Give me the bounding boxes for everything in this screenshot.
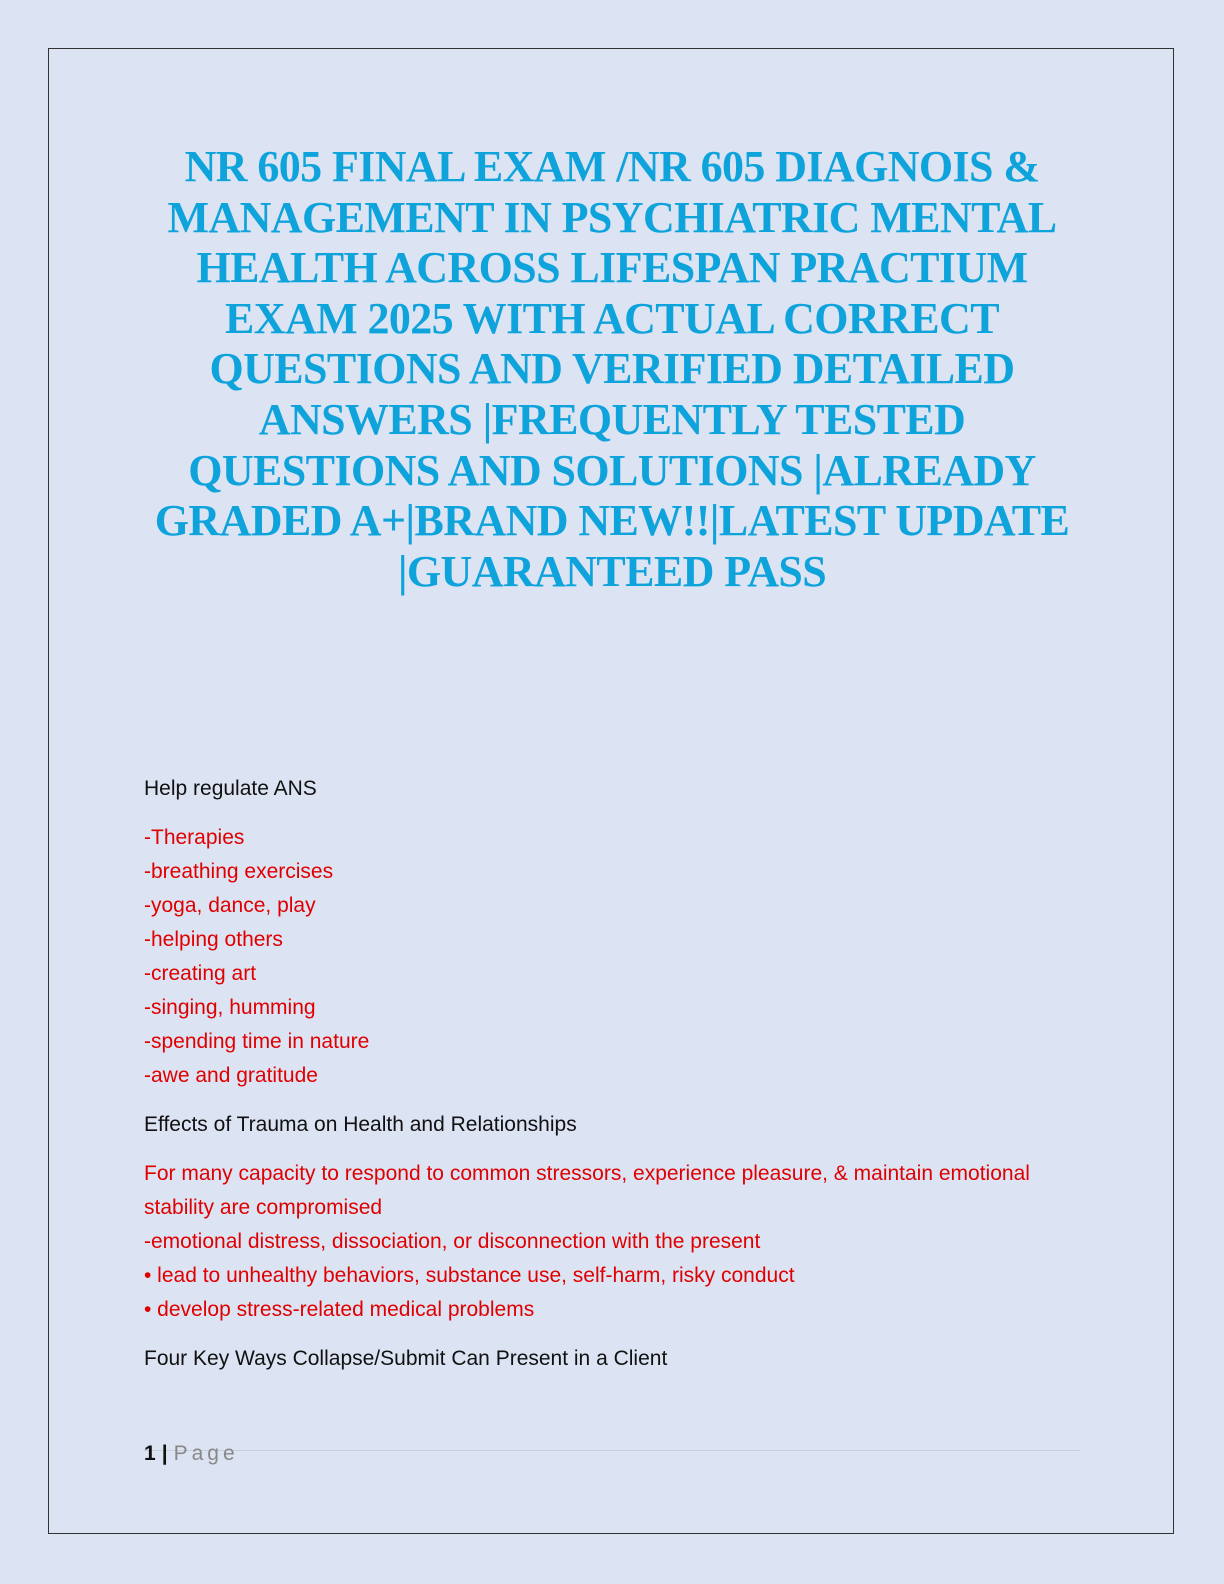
document-title [140, 142, 1084, 597]
question-heading: Help regulate ANS [144, 777, 317, 800]
title-line: GRADED A+|BRAND NEW!!|LATEST UPDATE [154, 496, 1070, 546]
title-line: EXAM 2025 WITH ACTUAL CORRECT [225, 293, 999, 343]
document-body [144, 772, 1084, 1391]
title-line: QUESTIONS AND VERIFIED DETAILED [209, 344, 1015, 394]
answer-line: • develop stress-related medical problems [144, 1298, 535, 1321]
answer-line: -Therapies [144, 826, 245, 849]
answer-line: For many capacity to respond to common stressors, experience pleasure, & maintain emotional stability are compromised [144, 1162, 1030, 1219]
answer-line: -yoga, dance, play [144, 894, 316, 917]
question-heading: Effects of Trauma on Health and Relationships [144, 1113, 577, 1136]
answer-block [144, 821, 1084, 1093]
title-line: NR 605 FINAL EXAM /NR 605 DIAGNOIS & [184, 142, 1040, 191]
answer-line: -helping others [144, 928, 283, 951]
title-line: MANAGEMENT IN PSYCHIATRIC MENTAL [167, 192, 1057, 242]
page-number: 1 [144, 1442, 156, 1465]
page-footer [144, 1440, 239, 1468]
footer-divider [144, 1450, 1080, 1451]
answer-line: • lead to unhealthy behaviors, substance use, self-harm, risky conduct [144, 1264, 795, 1287]
title-line: QUESTIONS AND SOLUTIONS |ALREADY [188, 445, 1036, 495]
answer-line: -singing, humming [144, 996, 316, 1019]
title-line: HEALTH ACROSS LIFESPAN PRACTIUM [196, 243, 1028, 293]
title-line: ANSWERS |FREQUENTLY TESTED [258, 394, 966, 444]
page-label: Page [173, 1442, 239, 1465]
footer-separator: | [161, 1442, 168, 1465]
answer-line: -emotional distress, dissociation, or disconnection with the present [144, 1230, 761, 1253]
answer-line: -breathing exercises [144, 860, 334, 883]
answer-line: -spending time in nature [144, 1030, 370, 1053]
answer-block [144, 1157, 1084, 1327]
answer-line: -creating art [144, 962, 257, 985]
title-line: |GUARANTEED PASS [397, 546, 827, 596]
answer-line: -awe and gratitude [144, 1064, 318, 1087]
question-heading: Four Key Ways Collapse/Submit Can Present in a Client [144, 1347, 668, 1370]
